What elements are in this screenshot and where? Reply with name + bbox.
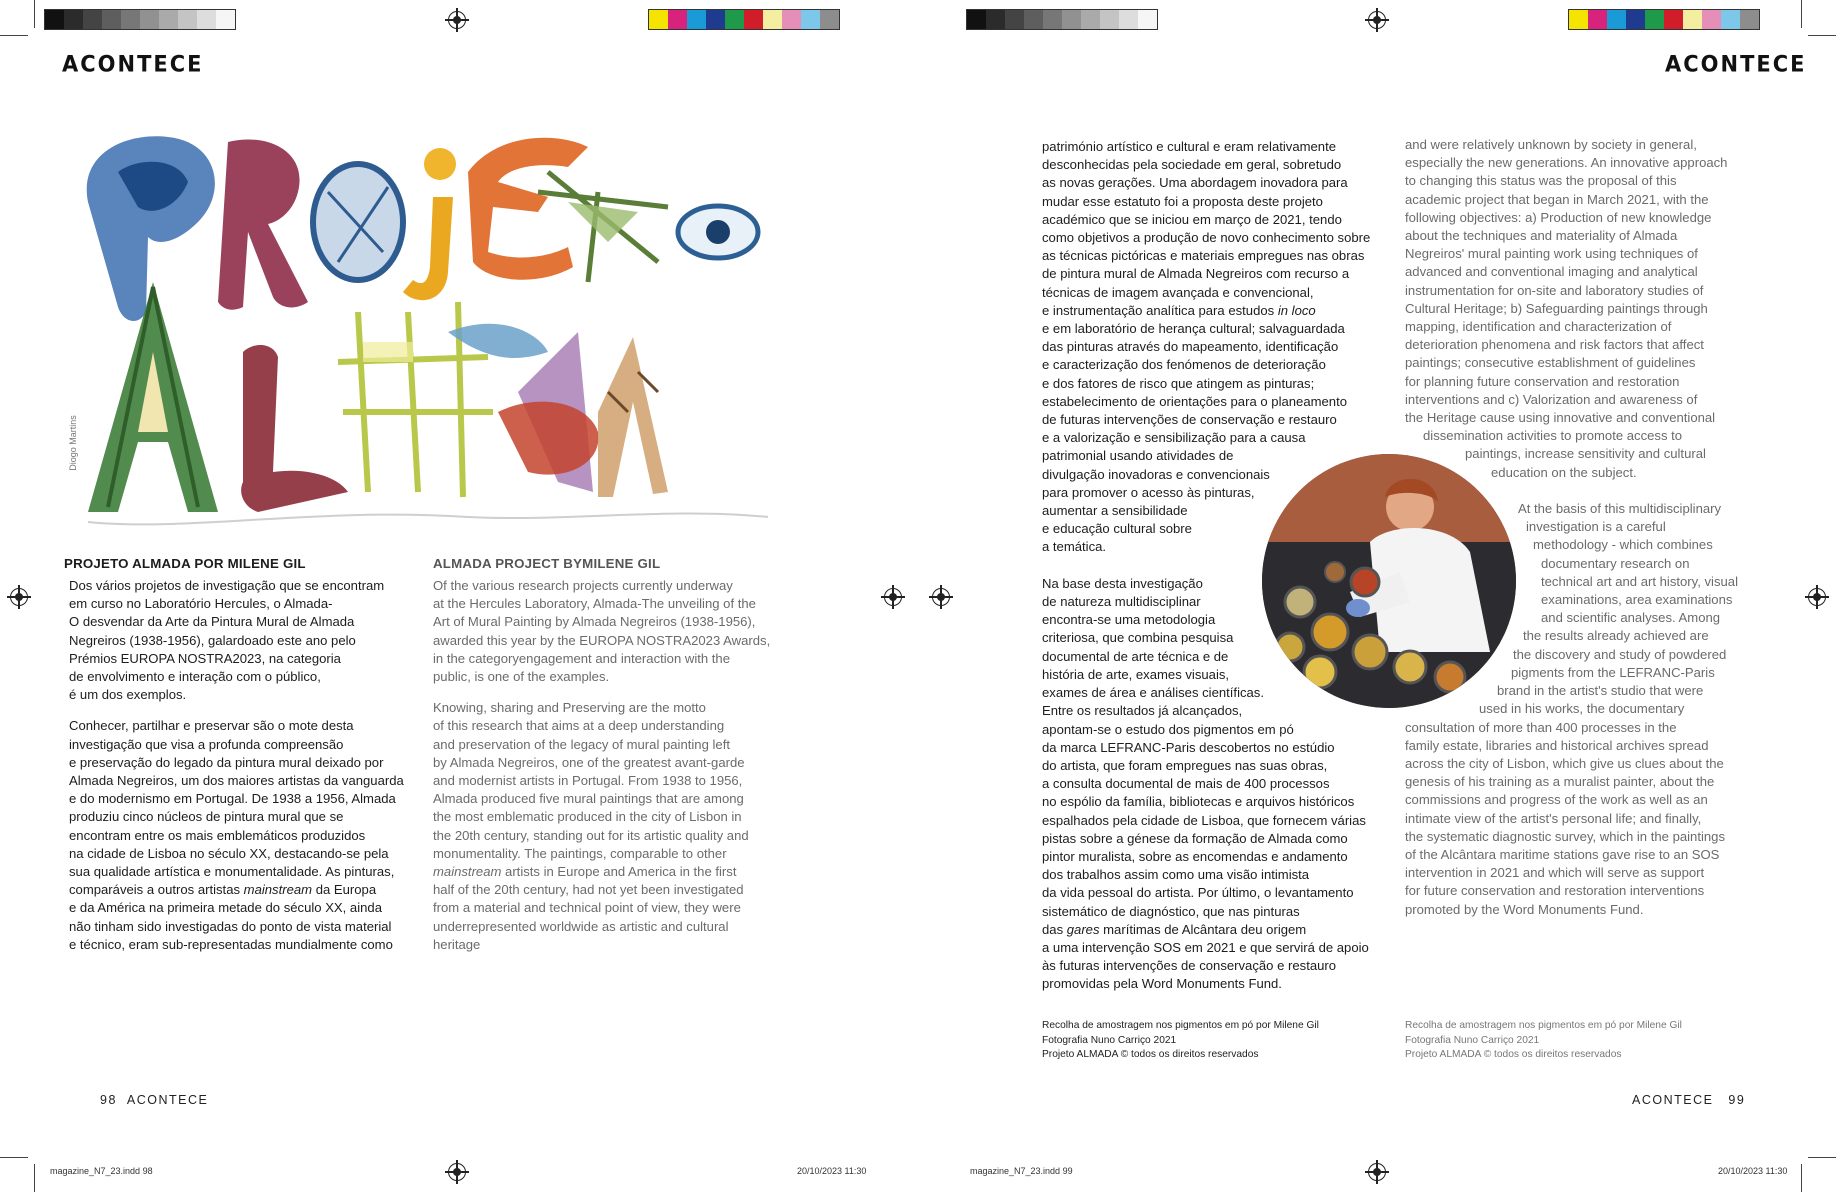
text-line: em curso no Laboratório Hercules, o Almada-	[69, 596, 333, 612]
text-line: Cultural Heritage; b) Safeguarding paintings through	[1405, 300, 1708, 316]
text-line: following objectives: a) Production of new knowledge	[1405, 209, 1712, 225]
registration-mark-icon	[1368, 11, 1386, 29]
text-line: used in his works, the documentary	[1479, 701, 1685, 717]
gray-calibration-bar	[966, 9, 1158, 30]
text-line: and modernist artists in Portugal. From 1938 to 1956,	[433, 773, 743, 789]
paragraph	[433, 699, 803, 954]
caption-line: Projeto ALMADA © todos os direitos reservados	[1405, 1049, 1622, 1060]
print-slug-date: 20/10/2023 11:30	[797, 1166, 867, 1176]
text-line: the most emblematic produced in the city of Lisbon in	[433, 809, 742, 825]
text-line: pigments from the LEFRANC-Paris	[1511, 664, 1715, 680]
text-line: a temática.	[1042, 539, 1107, 555]
text-line: de futuras intervenções de conservação e restauro	[1042, 412, 1337, 428]
registration-mark-icon	[884, 588, 902, 606]
text-line: património artístico e cultural e eram relativamente	[1042, 139, 1337, 154]
en-intro-column	[433, 577, 803, 954]
text-line: e em laboratório de herança cultural; salvaguardada	[1042, 321, 1345, 337]
text-line: interventions and c) Valorization and awareness of	[1405, 391, 1698, 407]
text-line: and preservation of the legacy of mural painting left	[433, 736, 730, 752]
text-line: e a valorização e sensibilização para a causa	[1042, 430, 1306, 446]
en-article-heading: ALMADA PROJECT BYMILENE GIL	[433, 556, 661, 571]
calibration-swatch	[1740, 10, 1759, 29]
crop-mark	[0, 1157, 28, 1158]
text-line: mainstream artists in Europe and America in the first	[433, 864, 737, 880]
pt-intro-column	[69, 577, 429, 954]
calibration-swatch	[668, 10, 687, 29]
text-line: é um dos exemplos.	[69, 687, 187, 703]
text-line: Of the various research projects currently underway	[433, 578, 733, 593]
calibration-swatch	[1081, 10, 1100, 29]
calibration-swatch	[1607, 10, 1626, 29]
text-line: espalhados pela cidade de Lisboa, que fornecem várias	[1042, 812, 1366, 828]
text-line: sua qualidade artística e monumentalidade. As pinturas,	[69, 864, 395, 880]
painted-lettering-artwork	[68, 112, 788, 612]
text-line: de envolvimento e interação com o público,	[69, 669, 321, 685]
calibration-swatch	[121, 10, 140, 29]
calibration-swatch	[744, 10, 763, 29]
text-line: and were relatively unknown by society in general,	[1405, 137, 1697, 152]
calibration-swatch	[64, 10, 83, 29]
text-line: pistas sobre a génese da formação de Almada como	[1042, 830, 1348, 846]
text-line: Conhecer, partilhar e preservar são o mote desta	[69, 718, 354, 734]
text-line: about the techniques and materiality of Almada	[1405, 228, 1678, 244]
text-line: dos trabalhos assim como uma visão intimista	[1042, 867, 1310, 883]
calibration-swatch	[1664, 10, 1683, 29]
calibration-swatch	[986, 10, 1005, 29]
caption-line: Fotografia Nuno Carriço 2021	[1042, 1034, 1177, 1046]
text-line: a consulta documental de mais de 400 processos	[1042, 776, 1330, 792]
text-line: paintings, increase sensitivity and cultural	[1465, 446, 1706, 462]
text-line: encontra-se uma metodologia	[1042, 612, 1216, 628]
text-line: e dos fatores de risco que atingem as pinturas;	[1042, 375, 1315, 391]
text-line: intervention in 2021 and which will serve as support	[1405, 865, 1705, 881]
text-line: Almada produced five mural paintings that are among	[433, 791, 744, 807]
color-calibration-bar	[1568, 9, 1760, 30]
text-line: commissions and progress of the work as well as an	[1405, 792, 1708, 808]
calibration-swatch	[763, 10, 782, 29]
text-line: produziu cinco núcleos de pintura mural que se	[69, 809, 344, 825]
calibration-swatch	[1100, 10, 1119, 29]
text-line: patrimonial usando atividades de	[1042, 448, 1234, 464]
calibration-swatch	[1702, 10, 1721, 29]
text-line: divulgação inovadoras e convencionais	[1042, 466, 1270, 482]
calibration-swatch	[45, 10, 64, 29]
calibration-swatch	[102, 10, 121, 29]
text-line: brand in the artist's studio that were	[1497, 683, 1704, 699]
page-folio	[1632, 1093, 1745, 1107]
text-line: das gares marítimas de Alcântara deu origem	[1042, 921, 1307, 937]
calibration-swatch	[178, 10, 197, 29]
text-line: awarded this year by the EUROPA NOSTRA2023 Awards,	[433, 632, 771, 648]
text-line: of this research that aims at a deep understanding	[433, 718, 725, 734]
magazine-brand: ACONTECE	[1665, 51, 1807, 77]
crop-mark	[34, 1164, 35, 1192]
calibration-swatch	[1588, 10, 1607, 29]
pt-article-heading: PROJETO ALMADA POR MILENE GIL	[64, 556, 306, 571]
text-line: as técnicas pictóricas e materiais empregues nas obras	[1042, 248, 1365, 264]
text-line: documentary research on	[1541, 555, 1690, 571]
text-line: desconhecidas pela sociedade em geral, sobretudo	[1042, 157, 1342, 173]
text-line: Dos vários projetos de investigação que se encontram	[69, 578, 385, 593]
text-line: by Almada Negreiros, one of the greatest avant-garde	[433, 754, 745, 770]
text-line: de natureza multidisciplinar	[1042, 594, 1201, 610]
calibration-swatch	[1024, 10, 1043, 29]
calibration-swatch	[1062, 10, 1081, 29]
text-line: e instrumentação analítica para estudos in loco	[1042, 302, 1316, 318]
text-line: across the city of Lisbon, which give us clues about the	[1405, 755, 1724, 771]
paragraph	[69, 717, 429, 954]
text-line: the Heritage cause using innovative and conventional	[1405, 410, 1716, 426]
text-line: to changing this status was the proposal of this	[1405, 173, 1677, 189]
calibration-swatch	[197, 10, 216, 29]
calibration-swatch	[1005, 10, 1024, 29]
text-line: education on the subject.	[1491, 464, 1637, 480]
text-line: underrepresented worldwide as artistic and cultural	[433, 918, 729, 934]
calibration-swatch	[159, 10, 178, 29]
text-line: and scientific analyses. Among	[1541, 610, 1721, 626]
text-line: a uma intervenção SOS em 2021 e que servirá de apoio	[1042, 939, 1369, 955]
registration-mark-icon	[448, 1163, 466, 1181]
text-line: dissemination activities to promote access to	[1423, 428, 1683, 444]
text-line: Negreiros' mural painting work using techniques of	[1405, 246, 1698, 262]
text-line: às futuras intervenções de conservação e restauro	[1042, 958, 1337, 974]
calibration-swatch	[967, 10, 986, 29]
text-line: in the categoryengagement and interaction with the	[433, 650, 730, 666]
text-line: the systematic diagnostic survey, which in the paintings	[1405, 828, 1725, 844]
text-line: investigation is a careful	[1526, 519, 1666, 535]
calibration-swatch	[801, 10, 820, 29]
text-line: mudar esse estatuto foi a proposta deste projeto	[1042, 193, 1323, 209]
text-line: e preservação do legado da pintura mural deixado por	[69, 754, 384, 770]
text-line: criteriosa, que combina pesquisa	[1042, 630, 1234, 646]
text-line: genesis of his training as a muralist painter, about the	[1405, 774, 1715, 790]
crop-mark	[34, 0, 35, 28]
text-line: na cidade de Lisboa no século XX, destacando-se pela	[69, 845, 389, 861]
text-line: monumentality. The paintings, comparable to other	[433, 845, 727, 861]
registration-mark-icon	[448, 11, 466, 29]
page-number: 99	[1728, 1093, 1746, 1107]
text-line: intimate view of the artist's personal life; and finally,	[1405, 810, 1702, 826]
text-line: no espólio da família, bibliotecas e arquivos históricos	[1042, 794, 1355, 810]
caption-line: Fotografia Nuno Carriço 2021	[1405, 1034, 1540, 1046]
calibration-swatch	[1626, 10, 1645, 29]
text-line: paintings; consecutive establishment of guidelines	[1405, 355, 1696, 371]
text-line: at the Hercules Laboratory, Almada-The unveiling of the	[433, 596, 756, 612]
text-line: consultation of more than 400 processes in the	[1405, 719, 1677, 735]
researcher-with-pigment-jars-photo	[1260, 452, 1518, 710]
text-line: technical art and art history, visual	[1541, 573, 1738, 589]
text-line: para promover o acesso às pinturas,	[1042, 484, 1255, 500]
calibration-swatch	[1138, 10, 1157, 29]
text-line: investigação que visa a profunda compreensão	[69, 736, 344, 752]
text-line: of the Alcântara maritime stations gave rise to an SOS	[1405, 846, 1720, 862]
paragraph	[433, 577, 803, 686]
text-line: from a material and technical point of view, they were	[433, 900, 741, 916]
text-line: advanced and conventional imaging and analytical	[1405, 264, 1698, 280]
text-line: técnicas de imagem avançada e convencional,	[1042, 284, 1314, 300]
text-line: estabelecimento de orientações para o planeamento	[1042, 393, 1347, 409]
text-line: sistemático de diagnóstico, que nas pinturas	[1042, 903, 1300, 919]
crop-mark	[1808, 35, 1836, 36]
crop-mark	[0, 35, 28, 36]
text-line: Almada Negreiros, um dos maiores artistas da vanguarda	[69, 773, 404, 789]
magazine-brand: ACONTECE	[62, 51, 204, 77]
calibration-swatch	[649, 10, 668, 29]
text-line: Knowing, sharing and Preserving are the motto	[433, 700, 706, 716]
text-line: de pintura mural de Almada Negreiros com recurso a	[1042, 266, 1350, 282]
text-line: académico que se iniciou em março de 2021, tendo	[1042, 211, 1342, 227]
photo-caption-pt	[1042, 1019, 1319, 1063]
calibration-swatch	[1043, 10, 1062, 29]
color-calibration-bar	[648, 9, 840, 30]
text-line: deterioration phenomena and risk factors that affect	[1405, 337, 1704, 353]
text-line: for planning future conservation and restoration	[1405, 373, 1680, 389]
calibration-swatch	[1683, 10, 1702, 29]
calibration-swatch	[706, 10, 725, 29]
text-line: public, is one of the examples.	[433, 669, 610, 685]
text-line: At the basis of this multidisciplinary	[1518, 501, 1722, 517]
text-line: the discovery and study of powdered	[1513, 646, 1727, 662]
registration-mark-icon	[10, 588, 28, 606]
text-line: family estate, libraries and historical archives spread	[1405, 737, 1709, 753]
text-line: das pinturas através do mapeamento, identificação	[1042, 339, 1339, 355]
page-number: 98	[100, 1093, 117, 1107]
text-line: as novas gerações. Uma abordagem inovadora para	[1042, 175, 1348, 191]
calibration-swatch	[1569, 10, 1588, 29]
text-line: exames de área e análises científicas.	[1042, 685, 1264, 701]
text-line: heritage	[433, 936, 481, 952]
calibration-swatch	[1645, 10, 1664, 29]
text-line: da vida pessoal do artista. Por último, o levantamento	[1042, 885, 1354, 901]
text-line: e caracterização dos fenómenos de deterioração	[1042, 357, 1326, 373]
folio-label: ACONTECE	[126, 1093, 209, 1107]
text-line: aumentar a sensibilidade	[1042, 503, 1188, 519]
text-line: história de arte, exames visuais,	[1042, 666, 1230, 682]
text-line: e técnico, eram sub-representadas mundialmente como	[69, 936, 393, 952]
print-slug-file: magazine_N7_23.indd 98	[50, 1166, 153, 1176]
text-line: não tinham sido investigadas do ponto de vista material	[69, 918, 392, 934]
text-line: encontram entre os mais emblemáticos produzidos	[69, 827, 366, 843]
text-line: mapping, identification and characterization of	[1405, 319, 1672, 335]
text-line: methodology - which combines	[1533, 537, 1713, 553]
text-line: Negreiros (1938-1956), galardoado este ano pelo	[69, 632, 356, 648]
calibration-swatch	[216, 10, 235, 29]
text-line: comparáveis a outros artistas mainstream da Europa	[69, 882, 377, 898]
text-line: half of the 20th century, had not yet been investigated	[433, 882, 744, 898]
print-slug-file: magazine_N7_23.indd 99	[970, 1166, 1073, 1176]
calibration-swatch	[687, 10, 706, 29]
crop-mark	[1801, 0, 1802, 28]
text-line: como objetivos a produção de novo conhecimento sobre	[1042, 230, 1371, 246]
text-line: Entre os resultados já alcançados,	[1042, 703, 1243, 719]
folio-label: ACONTECE	[1632, 1093, 1714, 1107]
right-page	[918, 0, 1836, 1192]
photo-caption-en	[1405, 1019, 1682, 1063]
text-line: Na base desta investigação	[1042, 575, 1203, 591]
caption-line: Projeto ALMADA © todos os direitos reservados	[1042, 1049, 1259, 1060]
calibration-swatch	[1721, 10, 1740, 29]
crop-mark	[1808, 1157, 1836, 1158]
text-line: pintor muralista, sobre as encomendas e andamento	[1042, 848, 1348, 864]
text-line: documental de arte técnica e de	[1042, 648, 1229, 664]
registration-mark-icon	[1368, 1163, 1386, 1181]
gray-calibration-bar	[44, 9, 236, 30]
calibration-swatch	[725, 10, 744, 29]
text-line: da marca LEFRANC-Paris descobertos no estúdio	[1042, 739, 1335, 755]
text-line: e do modernismo em Portugal. De 1938 a 1956, Almada	[69, 791, 396, 807]
crop-mark	[1801, 1164, 1802, 1192]
text-line: especially the new generations. An innovative approach	[1405, 155, 1728, 171]
text-line: do artista, que foram empregues nas suas obras,	[1042, 757, 1328, 773]
text-line: examinations, area examinations	[1541, 592, 1733, 608]
page-folio	[100, 1093, 208, 1107]
print-slug-date: 20/10/2023 11:30	[1718, 1166, 1788, 1176]
text-line: Art of Mural Painting by Almada Negreiros (1938-1956),	[433, 614, 756, 630]
text-line: for future conservation and restoration interventions	[1405, 883, 1705, 899]
paragraph	[69, 577, 429, 704]
caption-line: Recolha de amostragem nos pigmentos em pó por Milene Gil	[1405, 1020, 1682, 1031]
calibration-swatch	[782, 10, 801, 29]
calibration-swatch	[1119, 10, 1138, 29]
photo-credit: Diogo Martins	[68, 415, 78, 471]
text-line: promoted by the Word Monuments Fund.	[1405, 901, 1644, 917]
text-line: e educação cultural sobre	[1042, 521, 1192, 537]
text-line: promovidas pela Word Monuments Fund.	[1042, 976, 1282, 992]
caption-line: Recolha de amostragem nos pigmentos em pó por Milene Gil	[1042, 1020, 1319, 1031]
registration-mark-icon	[1808, 588, 1826, 606]
text-line: the results already achieved are	[1523, 628, 1709, 644]
registration-mark-icon	[932, 588, 950, 606]
calibration-swatch	[820, 10, 839, 29]
text-line: apontam-se o estudo dos pigmentos em pó	[1042, 721, 1294, 737]
text-line: Prémios EUROPA NOSTRA2023, na categoria	[69, 650, 341, 666]
text-line: instrumentation for on-site and laboratory studies of	[1405, 282, 1704, 298]
text-line: the 20th century, standing out for its artistic quality and	[433, 827, 749, 843]
text-line: e da América na primeira metade do século XX, ainda	[69, 900, 382, 916]
text-line: academic project that began in March 2021, with the	[1405, 191, 1709, 207]
calibration-swatch	[83, 10, 102, 29]
calibration-swatch	[140, 10, 159, 29]
text-line: O desvendar da Arte da Pintura Mural de Almada	[69, 614, 355, 630]
